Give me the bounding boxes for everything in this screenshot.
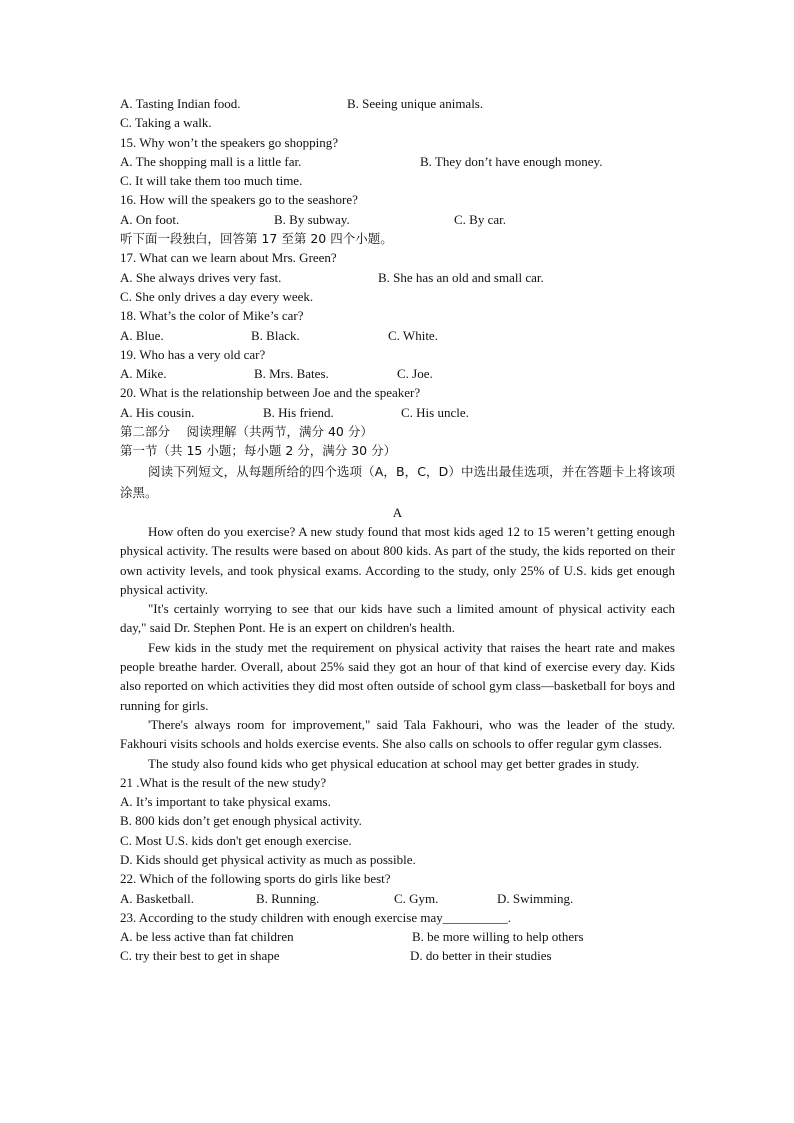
q22-option-a: A. Basketball. xyxy=(120,890,195,906)
passage-paragraph: The study also found kids who get physical education at school may get better grades in study. xyxy=(148,755,640,771)
q23-options-row-1 xyxy=(120,927,675,946)
passage-paragraph: "It's certainly worrying to see that our kids have such a limited amount of physical activity each day," said Dr. Stephen Pont. He is an expert on children's health. xyxy=(120,601,675,636)
q22-option-d: D. Swimming. xyxy=(497,890,574,906)
exam-page xyxy=(120,94,675,966)
q20-option-a: A. His cousin. xyxy=(120,404,195,420)
q21-option-a: A. It’s important to take physical exams. xyxy=(120,794,331,810)
q15-question: 15. Why won’t the speakers go shopping? xyxy=(120,134,338,150)
q14-option-b: B. Seeing unique animals. xyxy=(347,96,484,111)
q20-option-b: B. His friend. xyxy=(263,404,334,420)
q18-question: 18. What’s the color of Mike’s car? xyxy=(120,308,304,324)
reading-instruction: 阅读下列短文，从每题所给的四个选项（A，B，C，D）中选出最佳选项，并在答题卡上将该项涂黑。 xyxy=(120,463,675,500)
q17-option-c: C. She only drives a day every week. xyxy=(120,288,314,304)
q18-option-c: C. White. xyxy=(388,327,438,343)
q23-options-row-2 xyxy=(120,946,675,965)
q18-option-b: B. Black. xyxy=(251,327,300,343)
q15-options-row xyxy=(120,152,675,171)
q20-question: 20. What is the relationship between Joe and the speaker? xyxy=(120,385,421,401)
q23-option-d: D. do better in their studies xyxy=(410,948,552,964)
q19-option-c: C. Joe. xyxy=(397,366,433,382)
q17-question: 17. What can we learn about Mrs. Green? xyxy=(120,250,337,266)
q19-option-b: B. Mrs. Bates. xyxy=(254,366,329,382)
q21-option-b: B. 800 kids don’t get enough physical activity. xyxy=(120,813,362,829)
q14-options-row xyxy=(120,94,675,113)
q23-option-c: C. try their best to get in shape xyxy=(120,948,280,964)
q21-option-c: C. Most U.S. kids don't get enough exercise. xyxy=(120,832,352,848)
q16-option-b: B. By subway. xyxy=(274,211,350,227)
part-title: 第二部分 阅读理解（共两节，满分 40 分） xyxy=(120,424,373,440)
section-title: 第一节（共 15 小题；每小题 2 分，满分 30 分） xyxy=(120,443,397,459)
q15-option-a: A. The shopping mall is a little far. xyxy=(120,153,302,169)
q23-question: 23. According to the study children with enough exercise may__________. xyxy=(120,909,512,925)
passage-label: A xyxy=(392,504,403,520)
passage-paragraph: Few kids in the study met the requirement on physical activity that raises the heart rate and makes people breathe harder. Overall, about 25% said they got an hour of that kind of exercise every day. Kids also reported on which activities they did most often outside of school gym class—basketball for boys and running for girls. xyxy=(120,639,675,713)
q14-option-a: A. Tasting Indian food. xyxy=(120,96,241,111)
q14-option-c: C. Taking a walk. xyxy=(120,115,212,131)
q23-option-b: B. be more willing to help others xyxy=(412,929,584,945)
q16-option-c: C. By car. xyxy=(454,211,506,227)
q17-options-row xyxy=(120,268,675,287)
q17-option-a: A. She always drives very fast. xyxy=(120,269,282,285)
q15-option-c: C. It will take them too much time. xyxy=(120,173,303,189)
q22-option-b: B. Running. xyxy=(256,890,320,906)
q22-options-row xyxy=(120,889,675,908)
monologue-instruction: 听下面一段独白，回答第 17 至第 20 四个小题。 xyxy=(120,231,393,247)
q21-question: 21 .What is the result of the new study? xyxy=(120,774,327,790)
q21-option-d: D. Kids should get physical activity as much as possible. xyxy=(120,851,416,867)
q19-options-row xyxy=(120,364,675,383)
q19-option-a: A. Mike. xyxy=(120,366,167,382)
passage-paragraph: 'There's always room for improvement," said Tala Fakhouri, who was the leader of the study. Fakhouri visits schools and holds exercise events. She also calls on schools to offer regular gym classes. xyxy=(120,716,675,752)
q17-option-b: B. She has an old and small car. xyxy=(378,269,544,285)
q18-option-a: A. Blue. xyxy=(120,327,164,343)
q15-option-b: B. They don’t have enough money. xyxy=(420,153,603,169)
passage-paragraph: How often do you exercise? A new study found that most kids aged 12 to 15 weren’t getting enough physical activity. The results were based on about 800 kids. As part of the study, the kids reported on their own activity levels, and took physical exams. According to the study, only 25% of U.S. kids get enough physical activity. xyxy=(120,523,675,597)
q16-question: 16. How will the speakers go to the seashore? xyxy=(120,192,358,208)
q16-option-a: A. On foot. xyxy=(120,211,180,227)
q20-option-c: C. His uncle. xyxy=(401,404,469,420)
q19-question: 19. Who has a very old car? xyxy=(120,346,266,362)
q22-question: 22. Which of the following sports do girls like best? xyxy=(120,871,391,887)
q16-options-row xyxy=(120,210,675,229)
q23-option-a: A. be less active than fat children xyxy=(120,929,294,945)
q20-options-row xyxy=(120,403,675,422)
q22-option-c: C. Gym. xyxy=(394,890,439,906)
q18-options-row xyxy=(120,326,675,345)
